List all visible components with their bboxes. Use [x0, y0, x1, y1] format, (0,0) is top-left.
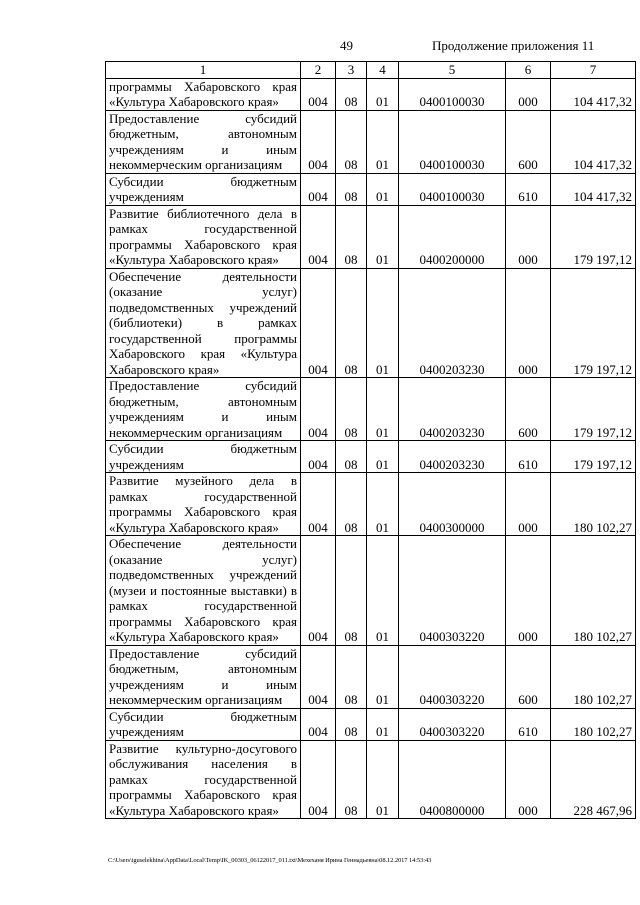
table-row [106, 473, 636, 536]
cell-c3: 08 [336, 645, 367, 708]
cell-c6: 600 [506, 378, 551, 441]
cell-c3: 08 [336, 740, 367, 819]
cell-c3: 08 [336, 110, 367, 173]
cell-amount: 180 102,27 [551, 708, 636, 740]
row-name: Предоставление субсидий бюджетным, автономным учреждениям и иным некоммерческим организациям [106, 110, 301, 173]
row-name: Развитие библиотечного дела в рамках государственной программы Хабаровского края «Культура Хабаровского края» [106, 205, 301, 268]
column-header: 3 [336, 62, 367, 79]
row-name: Субсидии бюджетным учреждениям [106, 173, 301, 205]
cell-c6: 000 [506, 536, 551, 646]
cell-c6: 600 [506, 110, 551, 173]
cell-c4: 01 [367, 536, 399, 646]
cell-c3: 08 [336, 268, 367, 378]
cell-c2: 004 [301, 205, 336, 268]
cell-c2: 004 [301, 268, 336, 378]
cell-c4: 01 [367, 205, 399, 268]
cell-c4: 01 [367, 473, 399, 536]
cell-c4: 01 [367, 110, 399, 173]
cell-c3: 08 [336, 441, 367, 473]
cell-c5: 0400303220 [399, 708, 506, 740]
cell-c5: 0400303220 [399, 536, 506, 646]
cell-c4: 01 [367, 441, 399, 473]
cell-c6: 000 [506, 473, 551, 536]
cell-c2: 004 [301, 645, 336, 708]
cell-amount: 179 197,12 [551, 205, 636, 268]
column-header: 7 [551, 62, 636, 79]
cell-c3: 08 [336, 536, 367, 646]
column-header: 4 [367, 62, 399, 79]
cell-c3: 08 [336, 173, 367, 205]
cell-c5: 0400100030 [399, 173, 506, 205]
cell-amount: 228 467,96 [551, 740, 636, 819]
cell-c2: 004 [301, 740, 336, 819]
cell-amount: 104 417,32 [551, 78, 636, 110]
cell-c3: 08 [336, 473, 367, 536]
row-name: программы Хабаровского края «Культура Хабаровского края» [106, 78, 301, 110]
budget-table [105, 61, 636, 819]
cell-c2: 004 [301, 536, 336, 646]
cell-c2: 004 [301, 78, 336, 110]
table-row [106, 708, 636, 740]
table-row [106, 173, 636, 205]
cell-c3: 08 [336, 78, 367, 110]
table-row [106, 740, 636, 819]
cell-c5: 0400300000 [399, 473, 506, 536]
table-row [106, 78, 636, 110]
page-number: 49 [340, 38, 353, 53]
row-name: Обеспечение деятельности (оказание услуг) подведомственных учреждений (музеи и постоянные выставки) в рамках государственной программы Хабаровского края «Культура Хабаровского края» [106, 536, 301, 646]
cell-c6: 000 [506, 268, 551, 378]
cell-c5: 0400100030 [399, 78, 506, 110]
cell-c6: 000 [506, 205, 551, 268]
appendix-continuation-label: Продолжение приложения 11 [432, 38, 595, 53]
row-name: Субсидии бюджетным учреждениям [106, 441, 301, 473]
column-header: 2 [301, 62, 336, 79]
cell-c5: 0400200000 [399, 205, 506, 268]
column-header: 1 [106, 62, 301, 79]
cell-c6: 610 [506, 173, 551, 205]
column-header: 5 [399, 62, 506, 79]
cell-c2: 004 [301, 708, 336, 740]
row-name: Предоставление субсидий бюджетным, автономным учреждениям и иным некоммерческим организациям [106, 378, 301, 441]
cell-amount: 104 417,32 [551, 173, 636, 205]
cell-c6: 610 [506, 441, 551, 473]
cell-amount: 179 197,12 [551, 268, 636, 378]
cell-c2: 004 [301, 378, 336, 441]
cell-c6: 600 [506, 645, 551, 708]
cell-c4: 01 [367, 173, 399, 205]
row-name: Предоставление субсидий бюджетным, автономным учреждениям и иным некоммерческим организациям [106, 645, 301, 708]
cell-c5: 0400203230 [399, 378, 506, 441]
cell-amount: 179 197,12 [551, 378, 636, 441]
row-name: Субсидии бюджетным учреждениям [106, 708, 301, 740]
footer-file-path: C:\Users\iguselekhina\AppData\Local\Temp\IK_00303_06122017_011.txt\Мехеханя Ирина Геннадьевна\08.12.2017 14:53:43 [108, 857, 432, 864]
cell-c5: 0400203230 [399, 268, 506, 378]
row-name: Развитие музейного дела в рамках государственной программы Хабаровского края «Культура Хабаровского края» [106, 473, 301, 536]
cell-c4: 01 [367, 268, 399, 378]
cell-c4: 01 [367, 645, 399, 708]
cell-c6: 000 [506, 78, 551, 110]
cell-c3: 08 [336, 205, 367, 268]
cell-c2: 004 [301, 441, 336, 473]
table-row [106, 645, 636, 708]
column-number-row [106, 62, 636, 79]
cell-amount: 179 197,12 [551, 441, 636, 473]
cell-c4: 01 [367, 740, 399, 819]
cell-c2: 004 [301, 173, 336, 205]
cell-c6: 610 [506, 708, 551, 740]
table-row [106, 441, 636, 473]
table-row [106, 378, 636, 441]
cell-c5: 0400100030 [399, 110, 506, 173]
cell-c5: 0400203230 [399, 441, 506, 473]
table-row [106, 110, 636, 173]
cell-amount: 180 102,27 [551, 536, 636, 646]
cell-c2: 004 [301, 473, 336, 536]
cell-c4: 01 [367, 708, 399, 740]
cell-c5: 0400303220 [399, 645, 506, 708]
table-row [106, 205, 636, 268]
cell-c2: 004 [301, 110, 336, 173]
cell-c3: 08 [336, 708, 367, 740]
column-header: 6 [506, 62, 551, 79]
table-row [106, 268, 636, 378]
cell-c6: 000 [506, 740, 551, 819]
row-name: Развитие культурно-досугового обслуживания населения в рамках государственной программы Хабаровского края «Культура Хабаровского края» [106, 740, 301, 819]
table-row [106, 536, 636, 646]
row-name: Обеспечение деятельности (оказание услуг) подведомственных учреждений (библиотеки) в рамках государственной программы Хабаровского края «Культура Хабаровского края» [106, 268, 301, 378]
cell-amount: 180 102,27 [551, 645, 636, 708]
cell-c5: 0400800000 [399, 740, 506, 819]
cell-amount: 104 417,32 [551, 110, 636, 173]
cell-c3: 08 [336, 378, 367, 441]
cell-c4: 01 [367, 78, 399, 110]
cell-amount: 180 102,27 [551, 473, 636, 536]
cell-c4: 01 [367, 378, 399, 441]
